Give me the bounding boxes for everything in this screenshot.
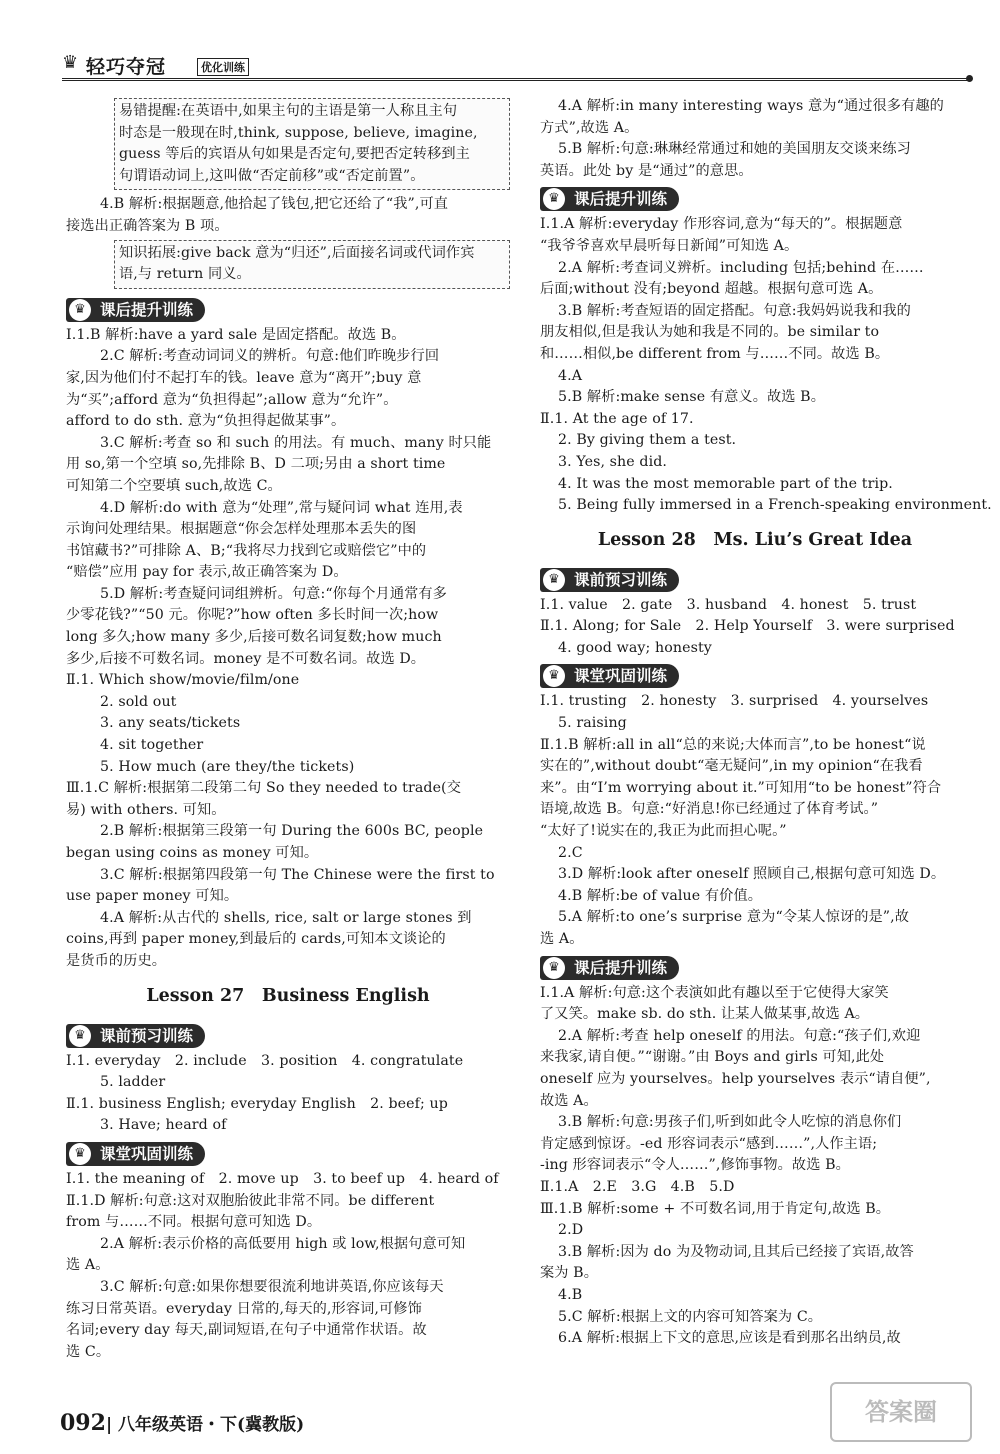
left-column	[66, 96, 510, 1363]
answer-line: 5. How much (are they/the tickets)	[100, 758, 355, 775]
answer-line: 肯定感到惊讶。-ed 形容词表示“感到……”,人作主语;	[540, 1135, 878, 1152]
answer-line: 实在的”,without doubt“毫无疑问”,in my opinion“在我看	[540, 758, 923, 775]
answer-line: 接选出正确答案为 B 项。	[66, 217, 229, 234]
section-heading	[540, 187, 679, 211]
tip-line: 句谓语动词上,这叫做“否定前移”或“否定前置”。	[119, 167, 425, 184]
answer-line: 故选 A。	[540, 1092, 598, 1109]
answer-line: Ⅰ.1.A 解析:句意:这个表演如此有趣以至于它使得大家笑	[540, 984, 889, 1001]
answer-line: Ⅱ.1. business English; everyday English 2. beef; up	[66, 1095, 448, 1112]
answer-line: 2.C 解析:考查动词词义的辨析。句意:他们昨晚步行回	[100, 348, 440, 365]
answer-line: 示询问处理结果。根据题意“你会怎样处理那本丢失的图	[66, 521, 417, 538]
answer-line: 4.B 解析:be of value 有价值。	[558, 887, 763, 904]
answer-line: 4. good way; honesty	[558, 639, 712, 656]
answer-line: 用 so,第一个空填 so,先排除 B、D 二项;另由 a short time	[66, 456, 446, 473]
section-heading	[540, 568, 679, 592]
section-heading-label: 课后提升训练	[574, 958, 668, 977]
answer-line: 3.B 解析:因为 do 为及物动词,且其后已经接了宾语,故答	[558, 1243, 914, 1260]
answer-line: 2.D	[558, 1222, 584, 1239]
watermark-logo: 答案圈	[830, 1382, 972, 1442]
brand-title: 轻巧夺冠	[86, 56, 167, 78]
answer-line: 5.D 解析:考查疑问词组辨析。句意:“你每个月通常有多	[100, 585, 447, 602]
answer-line: 易) with others. 可知。	[66, 801, 226, 818]
answer-line: 家,因为他们付不起打车的钱。leave 意为“离开”;buy 意	[66, 369, 422, 386]
crown-icon: ♛	[543, 665, 565, 687]
page-header	[62, 50, 967, 80]
tip-line: guess 等后的宾语从句如果是否定句,要把否定转移到主	[119, 146, 470, 163]
answer-line: long 多久;how many 多少,后接可数名词复数;how much	[66, 629, 442, 646]
answer-line: 少零花钱?”“50 元。你呢?”how often 多长时间一次;how	[66, 607, 439, 624]
answer-line: 名词;every day 每天,副词短语,在句子中通常作状语。故	[66, 1322, 427, 1339]
section-heading	[66, 298, 205, 322]
answer-line: 3.D 解析:look after oneself 照顾自己,根据句意可知选 D。	[558, 866, 946, 883]
section-heading-label: 课后提升训练	[100, 300, 194, 319]
answer-line: -ing 形容词表示“令人……”,修饰事物。故选 B。	[540, 1157, 850, 1174]
crown-icon: ♛	[69, 299, 91, 321]
answer-line: 英语。此处 by 是“通过”的意思。	[540, 162, 753, 179]
answer-line: 5.B 解析:句意:琳琳经常通过和她的美国朋友交谈来练习	[558, 141, 911, 158]
brand-subtitle: 优化训练	[197, 58, 249, 76]
section-heading-label: 课前预习训练	[100, 1026, 194, 1045]
answer-line: 4.D 解析:do with 意为“处理”,常与疑问词 what 连用,表	[100, 499, 463, 516]
answer-line: 3.C 解析:考查 so 和 such 的用法。有 much、many 时只能	[100, 434, 492, 451]
answer-line: Ⅲ.1.C 解析:根据第二段第二句 So they needed to trade(交	[66, 780, 461, 797]
section-heading-label: 课堂巩固训练	[100, 1144, 194, 1163]
answer-line: 和……相似,be different from 与……不同。故选 B。	[540, 345, 890, 362]
crown-icon: ♛	[69, 1143, 91, 1165]
answer-line: 方式”,故选 A。	[540, 119, 639, 136]
answer-line: 来”。由“I’m worrying about it.”可知用“to be honest”符合	[540, 779, 942, 796]
answer-line: 3.B 解析:考查短语的固定搭配。句意:我妈妈说我和我的	[558, 302, 911, 319]
answer-line: oneself 应为 yourselves。help yourselves 表示“请自便”,	[540, 1070, 931, 1087]
answer-line: 后面;without 没有;beyond 超越。根据句意可选 A。	[540, 281, 883, 298]
answer-line: 4.A 解析:从古代的 shells, rice, salt or large stones 到	[100, 909, 472, 926]
answer-line: Ⅰ.1. value 2. gate 3. husband 4. honest 5. trust	[540, 596, 917, 613]
tip-line: 知识拓展:give back 意为“归还”,后面接名词或代词作宾	[119, 244, 475, 261]
answer-line: Ⅱ.1. Which show/movie/film/one	[66, 672, 300, 689]
answer-line: 2.A 解析:表示价格的高低要用 high 或 low,根据句意可知	[100, 1235, 466, 1252]
answer-line: 了又笑。make sb. do sth. 让某人做某事,故选 A。	[540, 1006, 870, 1023]
answer-line: 5. raising	[558, 715, 627, 732]
section-heading	[66, 1142, 205, 1166]
answer-line: 3.B 解析:句意:男孩子们,听到如此令人吃惊的消息你们	[558, 1114, 902, 1131]
answer-line: 练习日常英语。everyday 日常的,每天的,形容词,可修饰	[66, 1300, 422, 1317]
answer-line: Ⅰ.1.B 解析:have a yard sale 是固定搭配。故选 B。	[66, 326, 406, 343]
tip-box	[114, 240, 510, 289]
answer-line: 4.B	[558, 1286, 583, 1303]
answer-line: 2. By giving them a test.	[558, 432, 737, 449]
answer-line: began using coins as money 可知。	[66, 845, 319, 861]
crown-icon: ♛	[543, 188, 565, 210]
answer-line: 2.C	[558, 844, 583, 861]
tip-line: 时态是一般现在时,think, suppose, believe, imagine,	[119, 124, 478, 141]
tip-box	[114, 98, 510, 190]
answer-line: 可知第二个空要填 such,故选 C。	[66, 477, 282, 494]
answer-line: 5.B 解析:make sense 有意义。故选 B。	[558, 389, 825, 406]
answer-line: 案为 B。	[540, 1265, 598, 1282]
section-heading	[66, 1024, 205, 1048]
answer-line: 3.C 解析:句意:如果你想要很流利地讲英语,你应该每天	[100, 1278, 444, 1295]
answer-line: afford to do sth. 意为“负担得起做某事”。	[66, 413, 346, 430]
tip-line: 语,与 return 同义。	[119, 266, 251, 283]
crown-icon: ♛	[543, 957, 565, 979]
answer-line: 语境,故选 B。句意:“好消息!你已经通过了体育考试。”	[540, 801, 879, 818]
answer-line: 3.C 解析:根据第四段第一句 The Chinese were the first to	[100, 866, 495, 883]
answer-line: 书馆藏书?”可排除 A、B;“我将尽力找到它或赔偿它”中的	[66, 542, 427, 559]
lesson-title: Lesson 28 Ms. Liu’s Great Idea	[597, 529, 913, 550]
answer-line: “我爷爷喜欢早晨听每日新闻”可知选 A。	[540, 237, 799, 254]
header-rule	[62, 78, 967, 81]
answer-line: 2.A 解析:考查词义辨析。including 包括;behind 在……	[558, 259, 924, 276]
answer-line: 6.A 解析:根据上下文的意思,应该是看到那名出纳员,故	[558, 1330, 901, 1347]
answer-line: 5.C 解析:根据上文的内容可知答案为 C。	[558, 1308, 823, 1325]
answer-line: use paper money 可知。	[66, 888, 239, 905]
answer-line: 2.B 解析:根据第三段第一句 During the 600s BC, people	[100, 823, 484, 840]
answer-line: 5. Being fully immersed in a French-speaking environment.	[558, 497, 992, 514]
answer-line: Ⅰ.1. trusting 2. honesty 3. surprised 4. yourselves	[540, 693, 929, 710]
answer-line: Ⅱ.1.B 解析:all in all“总的来说;大体而言”,to be honest“说	[540, 736, 926, 753]
answer-line: “赔偿”应用 pay for 表示,故正确答案为 D。	[66, 564, 348, 581]
section-heading	[540, 664, 679, 688]
answer-line: 选 C。	[66, 1343, 111, 1360]
lesson-title: Lesson 27 Business English	[146, 985, 430, 1006]
answer-line: 4. sit together	[100, 737, 204, 754]
answer-line: 多少,后接不可数名词。money 是不可数名词。故选 D。	[66, 650, 426, 667]
book-title: 八年级英语・下(冀教版)	[118, 1415, 305, 1435]
crown-icon: ♛	[69, 1025, 91, 1047]
crown-icon: ♛	[543, 569, 565, 591]
answer-line: 为“买”;afford 意为“负担得起”;allow 意为“允许”。	[66, 391, 398, 408]
answer-line: 3. Yes, she did.	[558, 453, 668, 470]
page-number: 092	[60, 1410, 106, 1436]
crown-icon: ♛	[62, 52, 79, 73]
answer-line: 朋友相似,但是我认为她和我是不同的。be similar to	[540, 324, 880, 341]
tip-line: 易错提醒:在英语中,如果主句的主语是第一人称且主句	[119, 103, 458, 119]
answer-line: Ⅰ.1.A 解析:everyday 作形容词,意为“每天的”。根据题意	[540, 216, 903, 233]
right-column	[540, 96, 992, 1350]
section-heading-label: 课前预习训练	[574, 570, 668, 589]
answer-line: 2. sold out	[100, 693, 177, 710]
answer-line: 5. ladder	[100, 1074, 166, 1091]
page-footer: 092| 八年级英语・下(冀教版)	[60, 1410, 305, 1436]
answer-line: 选 A。	[66, 1257, 110, 1274]
answer-line: 3. Have; heard of	[100, 1117, 227, 1134]
answer-line: “太好了!说实在的,我正为此而担心呢。”	[540, 823, 787, 840]
answer-line: from 与……不同。根据句意可知选 D。	[66, 1214, 322, 1231]
answer-line: Ⅰ.1. everyday 2. include 3. position 4. congratulate	[66, 1052, 464, 1069]
answer-line: coins,再到 paper money,到最后的 cards,可知本文谈论的	[66, 931, 446, 948]
answer-line: 4.A	[558, 367, 583, 384]
header-dot	[966, 75, 973, 82]
answer-line: Ⅱ.1. At the age of 17.	[540, 410, 694, 427]
answer-line: 5.A 解析:to one’s surprise 意为“令某人惊讶的是”,故	[558, 909, 910, 926]
answer-line: 4.A 解析:in many interesting ways 意为“通过很多有趣的	[558, 98, 944, 114]
answer-line: 是货币的历史。	[66, 952, 167, 969]
answer-line: 来我家,请自便。”“谢谢。”由 Boys and girls 可知,此处	[540, 1049, 885, 1066]
answer-line: 4. It was the most memorable part of the trip.	[558, 475, 893, 492]
answer-line: 3. any seats/tickets	[100, 715, 241, 732]
answer-line: 选 A。	[540, 931, 584, 947]
section-heading-label: 课堂巩固训练	[574, 667, 668, 686]
answer-line: Ⅲ.1.B 解析:some + 不可数名词,用于肯定句,故选 B。	[540, 1200, 891, 1217]
answer-line: 4.B 解析:根据题意,他拾起了钱包,把它还给了“我”,可直	[100, 196, 449, 213]
answer-line: Ⅱ.1.A 2.E 3.G 4.B 5.D	[540, 1178, 735, 1195]
section-heading-label: 课后提升训练	[574, 190, 668, 209]
answer-line: 2.A 解析:考查 help oneself 的用法。句意:“孩子们,欢迎	[558, 1027, 921, 1044]
section-heading	[540, 956, 679, 980]
answer-line: Ⅰ.1. the meaning of 2. move up 3. to beef up 4. heard of	[66, 1170, 499, 1187]
answer-line: Ⅱ.1.D 解析:句意:这对双胞胎彼此非常不同。be different	[66, 1192, 435, 1209]
answer-line: Ⅱ.1. Along; for Sale 2. Help Yourself 3. were surprised	[540, 618, 955, 635]
